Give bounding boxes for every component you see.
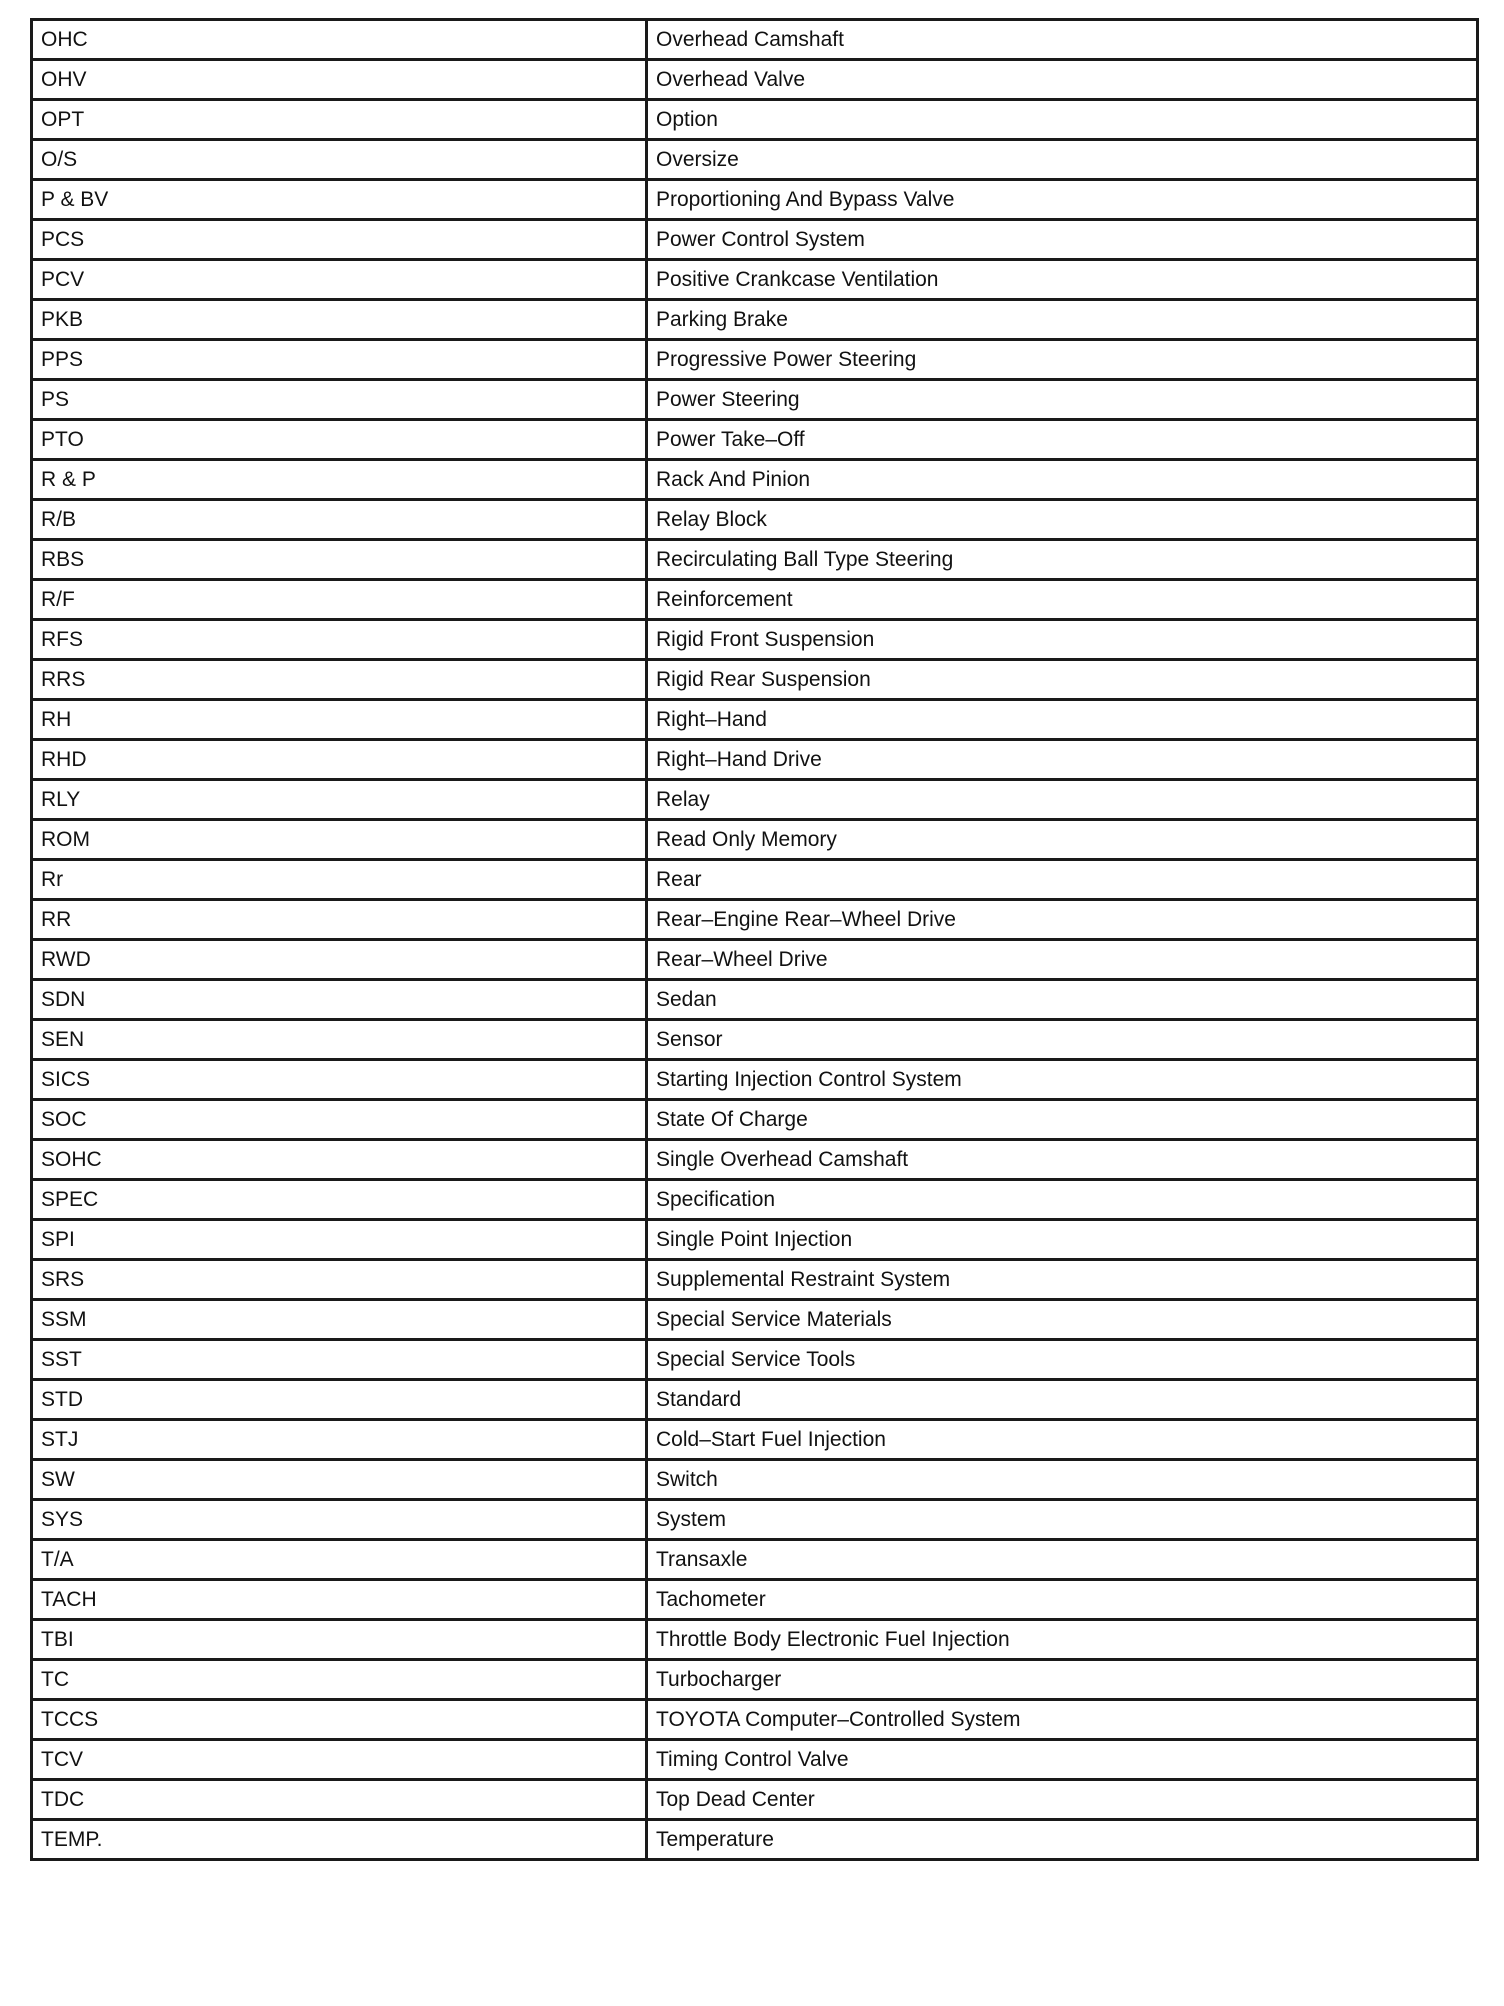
table-row bbox=[32, 220, 1478, 260]
meaning-cell: System bbox=[647, 1500, 1478, 1540]
meaning-cell: Power Take–Off bbox=[647, 420, 1478, 460]
abbreviation-cell: RR bbox=[32, 900, 647, 940]
meaning-cell: Timing Control Valve bbox=[647, 1740, 1478, 1780]
table-row bbox=[32, 1620, 1478, 1660]
abbreviation-cell: TACH bbox=[32, 1580, 647, 1620]
abbreviation-cell: TBI bbox=[32, 1620, 647, 1660]
table-row bbox=[32, 1380, 1478, 1420]
meaning-cell: Proportioning And Bypass Valve bbox=[647, 180, 1478, 220]
meaning-cell: Switch bbox=[647, 1460, 1478, 1500]
abbreviation-cell: PKB bbox=[32, 300, 647, 340]
meaning-cell: Oversize bbox=[647, 140, 1478, 180]
table-row bbox=[32, 580, 1478, 620]
meaning-cell: Single Point Injection bbox=[647, 1220, 1478, 1260]
meaning-cell: Option bbox=[647, 100, 1478, 140]
abbreviation-table bbox=[30, 18, 1479, 1861]
meaning-cell: Relay bbox=[647, 780, 1478, 820]
table-row bbox=[32, 1820, 1478, 1860]
meaning-cell: Relay Block bbox=[647, 500, 1478, 540]
abbreviation-cell: STD bbox=[32, 1380, 647, 1420]
abbreviation-cell: P & BV bbox=[32, 180, 647, 220]
meaning-cell: Cold–Start Fuel Injection bbox=[647, 1420, 1478, 1460]
table-row bbox=[32, 300, 1478, 340]
abbreviation-cell: O/S bbox=[32, 140, 647, 180]
table-row bbox=[32, 540, 1478, 580]
table-row bbox=[32, 1540, 1478, 1580]
meaning-cell: Special Service Tools bbox=[647, 1340, 1478, 1380]
abbreviation-cell: PS bbox=[32, 380, 647, 420]
table-row bbox=[32, 20, 1478, 60]
abbreviation-cell: Rr bbox=[32, 860, 647, 900]
abbreviation-cell: ROM bbox=[32, 820, 647, 860]
meaning-cell: Overhead Camshaft bbox=[647, 20, 1478, 60]
meaning-cell: Rear bbox=[647, 860, 1478, 900]
table-row bbox=[32, 1700, 1478, 1740]
meaning-cell: Rear–Wheel Drive bbox=[647, 940, 1478, 980]
abbreviation-cell: R & P bbox=[32, 460, 647, 500]
table-row bbox=[32, 1220, 1478, 1260]
abbreviation-cell: PPS bbox=[32, 340, 647, 380]
abbreviation-cell: TEMP. bbox=[32, 1820, 647, 1860]
table-row bbox=[32, 1740, 1478, 1780]
table-row bbox=[32, 100, 1478, 140]
table-row bbox=[32, 340, 1478, 380]
meaning-cell: Rack And Pinion bbox=[647, 460, 1478, 500]
abbreviation-cell: SPI bbox=[32, 1220, 647, 1260]
table-row bbox=[32, 1100, 1478, 1140]
table-row bbox=[32, 1420, 1478, 1460]
meaning-cell: Positive Crankcase Ventilation bbox=[647, 260, 1478, 300]
table-row bbox=[32, 1500, 1478, 1540]
table-row bbox=[32, 380, 1478, 420]
table-row bbox=[32, 980, 1478, 1020]
meaning-cell: Standard bbox=[647, 1380, 1478, 1420]
meaning-cell: Reinforcement bbox=[647, 580, 1478, 620]
abbreviation-cell: RBS bbox=[32, 540, 647, 580]
meaning-cell: Supplemental Restraint System bbox=[647, 1260, 1478, 1300]
meaning-cell: Right–Hand bbox=[647, 700, 1478, 740]
abbreviation-table-body bbox=[32, 20, 1478, 1860]
table-row bbox=[32, 1140, 1478, 1180]
abbreviation-cell: SICS bbox=[32, 1060, 647, 1100]
table-row bbox=[32, 260, 1478, 300]
table-row bbox=[32, 900, 1478, 940]
table-row bbox=[32, 780, 1478, 820]
meaning-cell: Top Dead Center bbox=[647, 1780, 1478, 1820]
meaning-cell: Sensor bbox=[647, 1020, 1478, 1060]
table-row bbox=[32, 1020, 1478, 1060]
abbreviation-cell: SEN bbox=[32, 1020, 647, 1060]
table-row bbox=[32, 460, 1478, 500]
meaning-cell: Transaxle bbox=[647, 1540, 1478, 1580]
abbreviation-cell: TCCS bbox=[32, 1700, 647, 1740]
table-row bbox=[32, 1580, 1478, 1620]
table-row bbox=[32, 820, 1478, 860]
meaning-cell: Tachometer bbox=[647, 1580, 1478, 1620]
table-row bbox=[32, 700, 1478, 740]
meaning-cell: Rear–Engine Rear–Wheel Drive bbox=[647, 900, 1478, 940]
meaning-cell: Power Steering bbox=[647, 380, 1478, 420]
table-row bbox=[32, 180, 1478, 220]
abbreviation-cell: SPEC bbox=[32, 1180, 647, 1220]
abbreviation-cell: PTO bbox=[32, 420, 647, 460]
abbreviation-cell: RWD bbox=[32, 940, 647, 980]
abbreviation-cell: PCS bbox=[32, 220, 647, 260]
meaning-cell: Turbocharger bbox=[647, 1660, 1478, 1700]
abbreviation-cell: SRS bbox=[32, 1260, 647, 1300]
table-row bbox=[32, 660, 1478, 700]
abbreviation-cell: STJ bbox=[32, 1420, 647, 1460]
table-row bbox=[32, 1260, 1478, 1300]
table-row bbox=[32, 1780, 1478, 1820]
abbreviation-cell: TDC bbox=[32, 1780, 647, 1820]
meaning-cell: Recirculating Ball Type Steering bbox=[647, 540, 1478, 580]
table-row bbox=[32, 1660, 1478, 1700]
abbreviation-cell: SOHC bbox=[32, 1140, 647, 1180]
meaning-cell: Starting Injection Control System bbox=[647, 1060, 1478, 1100]
meaning-cell: Overhead Valve bbox=[647, 60, 1478, 100]
abbreviation-cell: SDN bbox=[32, 980, 647, 1020]
meaning-cell: Throttle Body Electronic Fuel Injection bbox=[647, 1620, 1478, 1660]
abbreviation-cell: RHD bbox=[32, 740, 647, 780]
table-row bbox=[32, 500, 1478, 540]
table-row bbox=[32, 1300, 1478, 1340]
meaning-cell: Sedan bbox=[647, 980, 1478, 1020]
table-row bbox=[32, 420, 1478, 460]
abbreviation-cell: SST bbox=[32, 1340, 647, 1380]
table-row bbox=[32, 740, 1478, 780]
abbreviation-cell: SOC bbox=[32, 1100, 647, 1140]
abbreviation-cell: RFS bbox=[32, 620, 647, 660]
meaning-cell: Right–Hand Drive bbox=[647, 740, 1478, 780]
abbreviation-cell: T/A bbox=[32, 1540, 647, 1580]
abbreviation-cell: SYS bbox=[32, 1500, 647, 1540]
table-row bbox=[32, 1180, 1478, 1220]
abbreviation-cell: SW bbox=[32, 1460, 647, 1500]
table-row bbox=[32, 860, 1478, 900]
meaning-cell: Single Overhead Camshaft bbox=[647, 1140, 1478, 1180]
meaning-cell: TOYOTA Computer–Controlled System bbox=[647, 1700, 1478, 1740]
meaning-cell: Special Service Materials bbox=[647, 1300, 1478, 1340]
table-row bbox=[32, 620, 1478, 660]
abbreviation-cell: RLY bbox=[32, 780, 647, 820]
meaning-cell: Read Only Memory bbox=[647, 820, 1478, 860]
abbreviation-cell: R/F bbox=[32, 580, 647, 620]
meaning-cell: Progressive Power Steering bbox=[647, 340, 1478, 380]
abbreviation-cell: OPT bbox=[32, 100, 647, 140]
abbreviation-cell: RRS bbox=[32, 660, 647, 700]
table-row bbox=[32, 1060, 1478, 1100]
abbreviation-cell: RH bbox=[32, 700, 647, 740]
table-row bbox=[32, 1340, 1478, 1380]
table-row bbox=[32, 140, 1478, 180]
table-row bbox=[32, 1460, 1478, 1500]
meaning-cell: Specification bbox=[647, 1180, 1478, 1220]
meaning-cell: Rigid Rear Suspension bbox=[647, 660, 1478, 700]
table-row bbox=[32, 60, 1478, 100]
abbreviation-cell: TC bbox=[32, 1660, 647, 1700]
abbreviation-cell: TCV bbox=[32, 1740, 647, 1780]
abbreviation-cell: OHC bbox=[32, 20, 647, 60]
table-row bbox=[32, 940, 1478, 980]
abbreviation-cell: OHV bbox=[32, 60, 647, 100]
abbreviation-cell: PCV bbox=[32, 260, 647, 300]
meaning-cell: Temperature bbox=[647, 1820, 1478, 1860]
meaning-cell: Power Control System bbox=[647, 220, 1478, 260]
abbreviation-cell: SSM bbox=[32, 1300, 647, 1340]
meaning-cell: State Of Charge bbox=[647, 1100, 1478, 1140]
abbreviation-cell: R/B bbox=[32, 500, 647, 540]
meaning-cell: Rigid Front Suspension bbox=[647, 620, 1478, 660]
meaning-cell: Parking Brake bbox=[647, 300, 1478, 340]
